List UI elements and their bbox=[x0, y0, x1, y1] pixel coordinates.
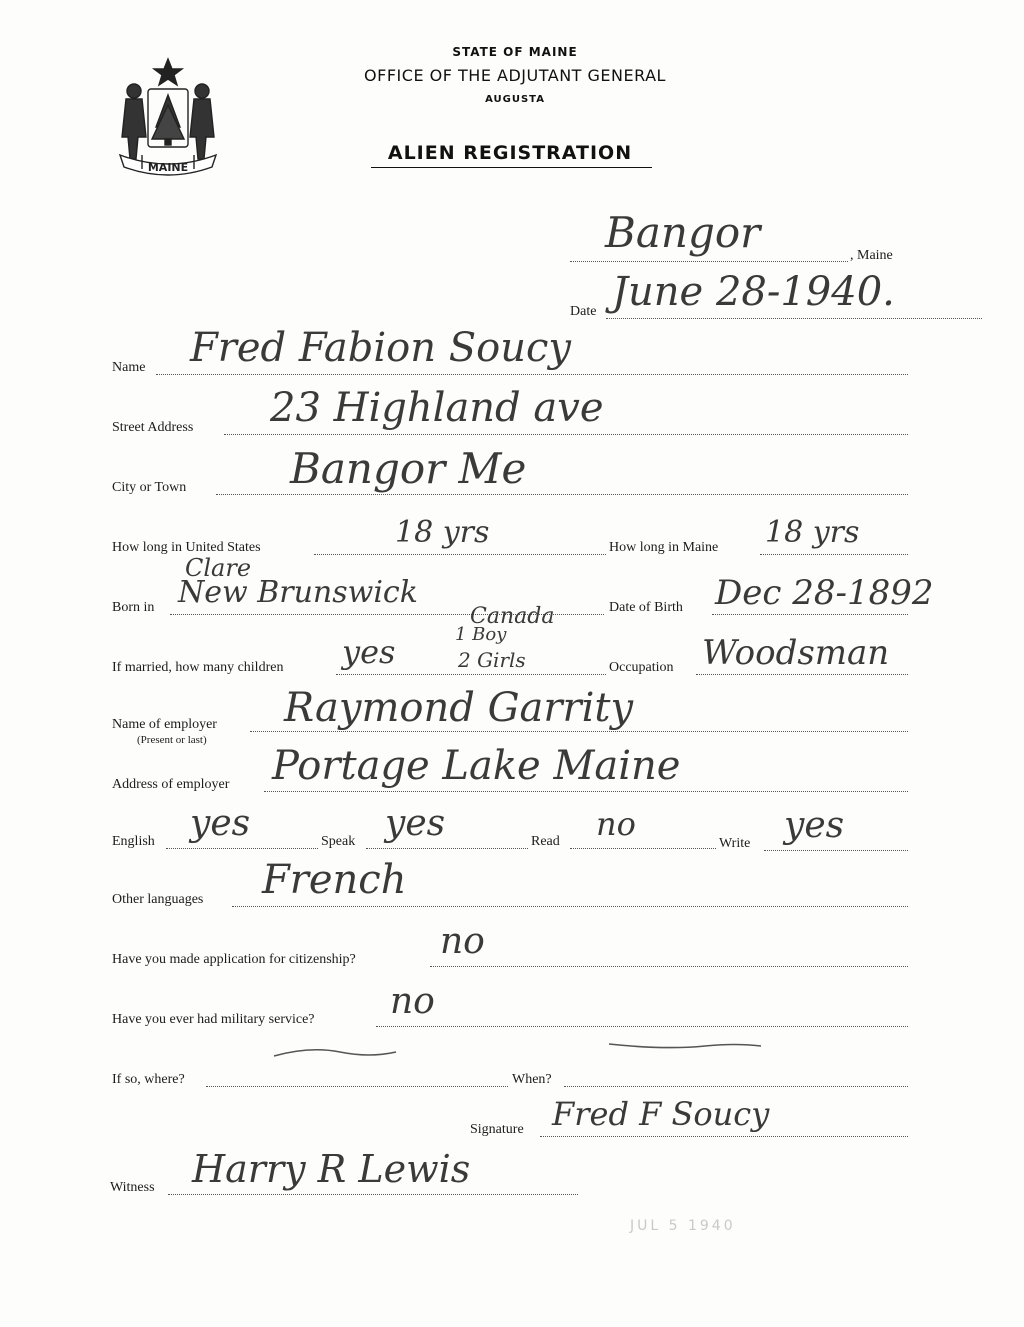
speak-line bbox=[366, 848, 528, 849]
children-line bbox=[336, 674, 606, 675]
city-label: City or Town bbox=[112, 480, 187, 495]
write-label: Write bbox=[719, 836, 751, 851]
read-value: no bbox=[596, 805, 636, 843]
employer-address-label: Address of employer bbox=[112, 777, 230, 792]
how-long-maine-label: How long in Maine bbox=[609, 540, 719, 555]
when-label: When? bbox=[512, 1072, 552, 1087]
street-label: Street Address bbox=[112, 420, 194, 435]
english-line bbox=[166, 848, 318, 849]
children-girls-value: 2 Girls bbox=[458, 648, 526, 672]
where-label: If so, where? bbox=[112, 1072, 185, 1087]
citizenship-label: Have you made application for citizenship? bbox=[112, 952, 356, 967]
citizenship-line bbox=[430, 966, 908, 967]
signature-label: Signature bbox=[470, 1122, 524, 1137]
read-label: Read bbox=[531, 834, 560, 849]
witness-label: Witness bbox=[110, 1180, 155, 1195]
how-long-maine-value: 18 yrs bbox=[765, 515, 860, 550]
street-value: 23 Highland ave bbox=[270, 385, 604, 431]
dob-label: Date of Birth bbox=[609, 600, 683, 615]
place-value: Bangor bbox=[605, 208, 761, 257]
where-dash-stroke bbox=[270, 1040, 400, 1066]
header-office: OFFICE OF THE ADJUTANT GENERAL bbox=[364, 66, 666, 85]
signature-line bbox=[540, 1136, 908, 1137]
speak-value: yes bbox=[385, 803, 446, 844]
place-line bbox=[570, 261, 848, 262]
military-label: Have you ever had military service? bbox=[112, 1012, 315, 1027]
english-value: yes bbox=[190, 803, 251, 844]
how-long-us-value: 18 yrs bbox=[395, 515, 490, 550]
occupation-value: Woodsman bbox=[702, 633, 890, 673]
born-in-label: Born in bbox=[112, 600, 155, 615]
born-in-value: New Brunswick bbox=[178, 575, 418, 610]
employer-label: Name of employer bbox=[112, 717, 217, 732]
children-value: yes bbox=[342, 633, 396, 671]
born-county-value: Clare bbox=[185, 554, 252, 582]
dob-value: Dec 28-1892 bbox=[715, 573, 934, 613]
city-value: Bangor Me bbox=[290, 444, 527, 493]
name-line bbox=[156, 374, 908, 375]
occupation-label: Occupation bbox=[609, 660, 674, 675]
how-long-us-label: How long in United States bbox=[112, 540, 261, 555]
header-state: STATE OF MAINE bbox=[452, 45, 578, 59]
where-line bbox=[206, 1086, 508, 1087]
header-city: AUGUSTA bbox=[485, 94, 545, 105]
how-long-maine-line bbox=[760, 554, 908, 555]
received-stamp: JUL 5 1940 bbox=[630, 1218, 736, 1234]
occupation-line bbox=[696, 674, 908, 675]
employer-value: Raymond Garrity bbox=[284, 685, 634, 731]
children-boys-value: 1 Boy bbox=[455, 624, 507, 645]
employer-line bbox=[250, 731, 908, 732]
title-underline bbox=[371, 167, 652, 168]
employer-note: (Present or last) bbox=[137, 734, 207, 746]
name-value: Fred Fabion Soucy bbox=[190, 325, 571, 371]
read-line bbox=[570, 848, 716, 849]
speak-label: Speak bbox=[321, 834, 356, 849]
form-title: ALIEN REGISTRATION bbox=[387, 142, 633, 164]
signature-value: Fred F Soucy bbox=[552, 1095, 770, 1133]
street-line bbox=[224, 434, 908, 435]
other-languages-label: Other languages bbox=[112, 892, 204, 907]
name-label: Name bbox=[112, 360, 146, 375]
other-languages-line bbox=[232, 906, 908, 907]
military-value: no bbox=[390, 981, 435, 1022]
employer-address-line bbox=[264, 791, 908, 792]
born-country-value: Canada bbox=[470, 604, 555, 629]
other-languages-value: French bbox=[262, 857, 407, 903]
military-line bbox=[376, 1026, 908, 1027]
state-seal-icon bbox=[112, 55, 224, 187]
dob-line bbox=[712, 614, 908, 615]
employer-address-value: Portage Lake Maine bbox=[272, 743, 681, 789]
witness-line bbox=[168, 1194, 578, 1195]
maine-label: , Maine bbox=[850, 248, 893, 263]
date-label: Date bbox=[570, 304, 597, 319]
how-long-us-line bbox=[314, 554, 606, 555]
english-label: English bbox=[112, 834, 155, 849]
write-line bbox=[764, 850, 908, 851]
when-line bbox=[564, 1086, 908, 1087]
citizenship-value: no bbox=[440, 921, 485, 962]
children-label: If married, how many children bbox=[112, 660, 284, 675]
write-value: yes bbox=[784, 805, 845, 846]
witness-value: Harry R Lewis bbox=[192, 1147, 471, 1191]
city-line bbox=[216, 494, 908, 495]
seal-label: MAINE bbox=[147, 161, 189, 174]
date-value: June 28-1940. bbox=[612, 269, 895, 315]
date-line bbox=[606, 318, 982, 319]
when-dash-stroke bbox=[605, 1034, 765, 1060]
